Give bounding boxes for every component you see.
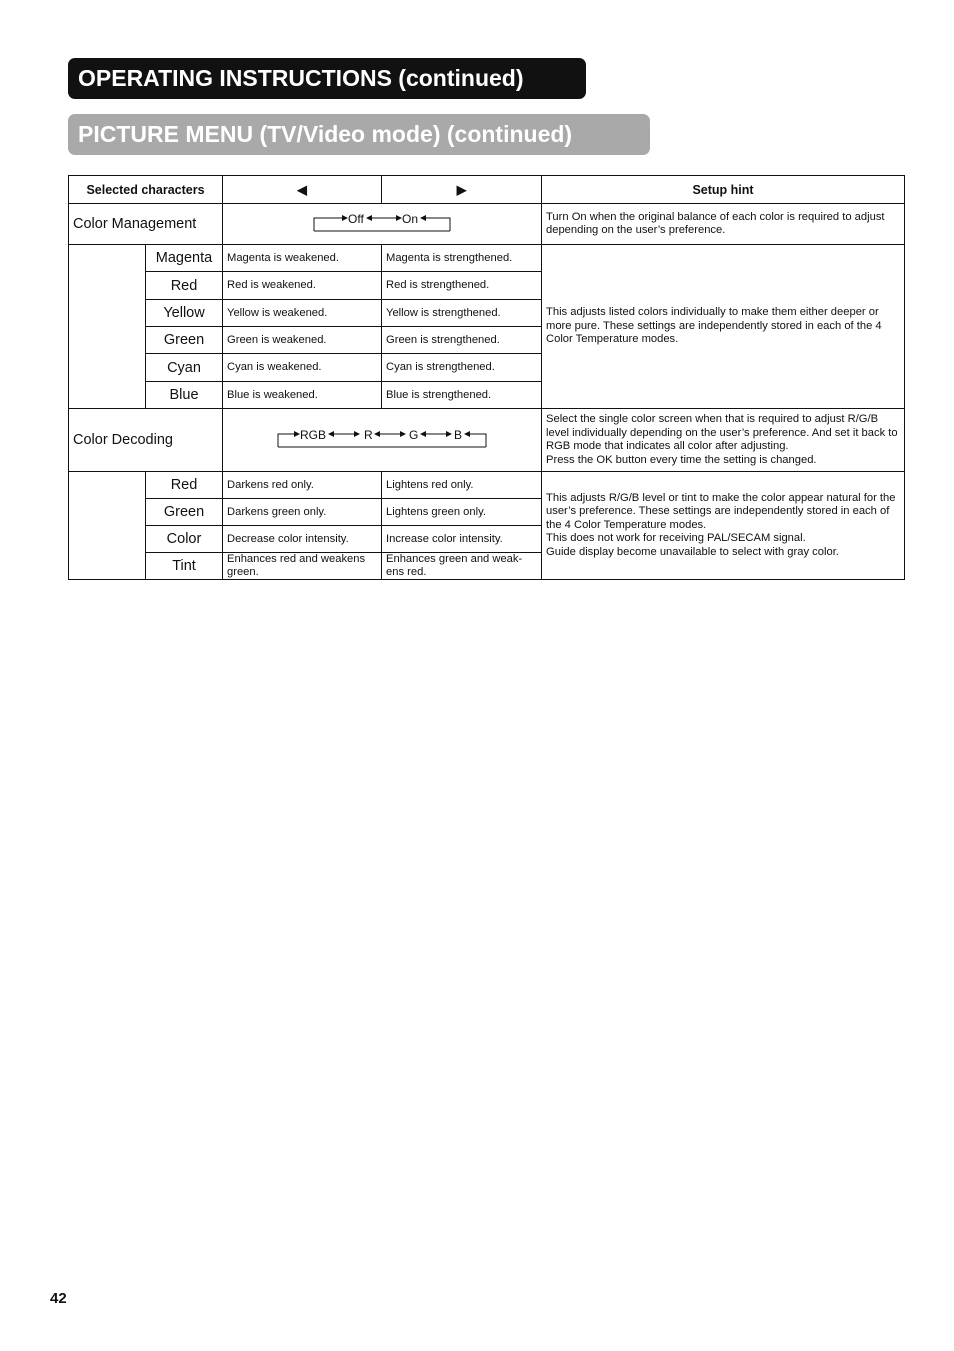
subsection-title: PICTURE MENU (TV/Video mode) (continued) [68,114,650,155]
blank-indent-cell [69,245,146,409]
row-name: Red [146,472,223,499]
row-right-effect: Yellow is strengthened. [382,300,542,327]
row-right-effect: Lightens green only. [382,499,542,526]
header-setup-hint: Setup hint [542,176,905,204]
row-right-effect: Enhances green and weak-ens red. [382,553,542,580]
row-name: Green [146,499,223,526]
row-left-effect: Darkens green only. [223,499,382,526]
cycle-option: R [364,427,373,442]
cycle-option: Off [348,211,364,226]
color-decoding-rows-hint: This adjusts R/G/B level or tint to make the color appear natural for the user’s preference. These settings are independently stored in each of the 4 Color Temperature modes. This does not work for receiving PAL/SECAM signal. Guide display become unavailable to select with gray color. [542,472,905,580]
row-left-effect: Decrease color intensity. [223,526,382,553]
table-row [69,245,905,272]
row-name: Yellow [146,300,223,327]
color-management-cycle [223,204,542,245]
row-name: Red [146,272,223,300]
row-right-effect: Green is strengthened. [382,327,542,354]
page-number: 42 [50,1290,67,1307]
row-name: Green [146,327,223,354]
row-right-effect: Blue is strengthened. [382,382,542,409]
table-header-row [69,176,905,204]
color-decoding-label: Color Decoding [69,409,223,472]
row-name: Color [146,526,223,553]
row-left-effect: Darkens red only. [223,472,382,499]
row-right-effect: Increase color intensity. [382,526,542,553]
row-left-effect: Magenta is weakened. [223,245,382,272]
header-selected-characters: Selected characters [69,176,223,204]
row-right-effect: Cyan is strengthened. [382,354,542,382]
cycle-option: G [409,427,419,442]
row-left-effect: Yellow is weakened. [223,300,382,327]
row-right-effect: Lightens red only. [382,472,542,499]
header-left-arrow: ◀ [223,176,382,204]
picture-menu-table [68,175,905,580]
row-left-effect: Blue is weakened. [223,382,382,409]
cycle-option: B [454,427,463,442]
row-name: Blue [146,382,223,409]
row-right-effect: Magenta is strengthened. [382,245,542,272]
color-decoding-hint: Select the single color screen when that is required to adjust R/G/B level individually depending on the user’s preference. And set it back to RGB mode that indicates all color after adjusting. Press the OK button every time the setting is changed. [542,409,905,472]
cycle-arrows-icon [312,212,452,232]
cycle-option: On [402,211,419,226]
row-left-effect: Green is weakened. [223,327,382,354]
cycle-option: RGB [300,427,327,442]
table-row [69,409,905,472]
color-management-hint: Turn On when the original balance of each color is required to adjust depending on the user’s preference. [542,204,905,245]
row-name: Cyan [146,354,223,382]
row-name: Magenta [146,245,223,272]
row-left-effect: Red is weakened. [223,272,382,300]
row-name: Tint [146,553,223,580]
table-row [69,472,905,499]
color-decoding-cycle [223,409,542,472]
blank-indent-cell [69,472,146,580]
row-right-effect: Red is strengthened. [382,272,542,300]
section-title: OPERATING INSTRUCTIONS (continued) [68,58,586,99]
table-row [69,204,905,245]
off-on-cycle-diagram [312,212,452,232]
rgb-cycle-diagram [276,428,488,448]
color-management-label: Color Management [69,204,223,245]
header-right-arrow: ▶ [382,176,542,204]
row-left-effect: Enhances red and weakens green. [223,553,382,580]
row-left-effect: Cyan is weakened. [223,354,382,382]
color-management-rows-hint: This adjusts listed colors individually to make them either deeper or more pure. These settings are independently stored in each of the 4 Color Temperature modes. [542,245,905,409]
